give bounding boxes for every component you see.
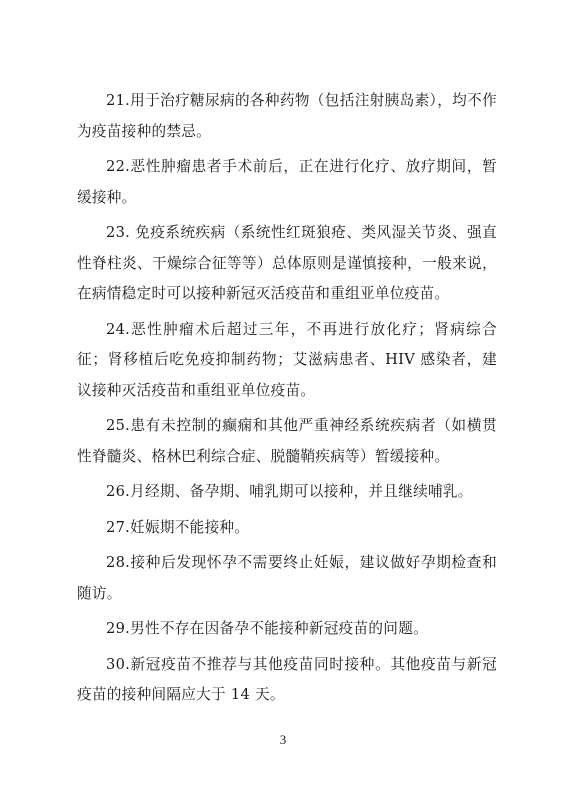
paragraph-29: 29.男性不存在因备孕不能接种新冠疫苗的问题。 — [106, 620, 428, 637]
document-body — [77, 86, 497, 716]
paragraph-26: 26.月经期、备孕期、哺乳期可以接种，并且继续哺乳。 — [106, 483, 473, 500]
paragraph-23: 23. 免疫系统疾病（系统性红斑狼疮、类风湿关节炎、强直性脊柱炎、干燥综合征等等）总体原则是谨慎接种，一般来说，在病情稳定时可以接种新冠灭活疫苗和重组亚单位疫苗。 — [77, 224, 497, 302]
paragraph-28: 28.接种后发现怀孕不需要终止妊娠，建议做好孕期检查和随访。 — [77, 554, 497, 602]
paragraph-30: 30.新冠疫苗不推荐与其他疫苗同时接种。其他疫苗与新冠疫苗的接种间隔应大于 14 天。 — [77, 655, 497, 703]
paragraph-25: 25.患有未控制的癫痫和其他严重神经系统疾病者（如横贯性脊髓炎、格林巴利综合症、脱髓鞘疾病等）暂缓接种。 — [77, 417, 497, 465]
page-number: 3 — [279, 732, 287, 747]
paragraph-27: 27.妊娠期不能接种。 — [106, 518, 250, 536]
paragraph-22: 22.恶性肿瘤患者手术前后，正在进行化疗、放疗期间，暂缓接种。 — [77, 158, 497, 206]
paragraph-24: 24.恶性肿瘤术后超过三年，不再进行放化疗；肾病综合征；肾移植后吃免疫抑制药物；艾滋病患者、HIV 感染者，建议接种灭活疫苗和重组亚单位疫苗。 — [77, 320, 497, 399]
paragraph-21: 21.用于治疗糖尿病的各种药物（包括注射胰岛素），均不作为疫苗接种的禁忌。 — [77, 92, 497, 140]
